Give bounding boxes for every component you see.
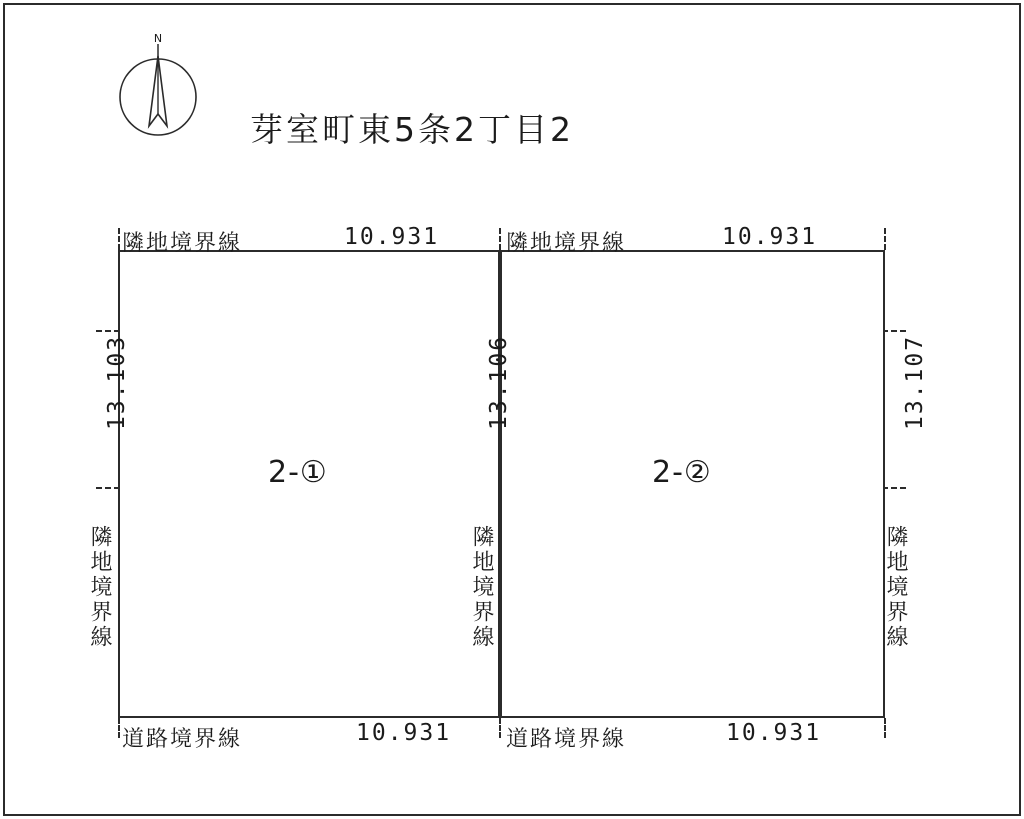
tick-right-upper <box>882 330 906 332</box>
mid-dimension-1: 13.106 <box>486 334 512 430</box>
left-boundary-label-1: 隣地境界線 <box>87 525 112 650</box>
tick-left-lower <box>96 487 120 489</box>
page-title: 芽室町東5条2丁目2 <box>250 110 574 149</box>
mid-boundary-label: 隣地境界線 <box>469 525 494 650</box>
top-boundary-label-1: 隣地境界線 <box>122 231 243 256</box>
tick-bottom-mid <box>499 718 501 738</box>
tick-left-upper <box>96 330 120 332</box>
bottom-boundary-label-2: 道路境界線 <box>506 727 627 752</box>
plot-label-2: 2-② <box>652 455 712 490</box>
tick-right-lower <box>882 487 906 489</box>
tick-bottom-right <box>884 718 886 738</box>
tick-top-mid <box>499 228 501 250</box>
left-dimension-1: 13.103 <box>104 334 130 430</box>
top-boundary-label-2: 隣地境界線 <box>506 231 627 256</box>
shared-boundary-line <box>499 250 501 718</box>
svg-text:N: N <box>153 32 163 45</box>
top-dimension-2: 10.931 <box>722 224 818 250</box>
right-dimension-2: 13.107 <box>902 334 928 430</box>
tick-top-left <box>118 228 120 250</box>
tick-bottom-left <box>118 718 120 738</box>
tick-top-right <box>884 228 886 250</box>
top-dimension-1: 10.931 <box>344 224 440 250</box>
bottom-dimension-1: 10.931 <box>356 720 452 746</box>
compass-north-icon <box>115 30 201 140</box>
right-boundary-label-2: 隣地境界線 <box>883 525 908 650</box>
plot-label-1: 2-① <box>268 455 328 490</box>
bottom-dimension-2: 10.931 <box>726 720 822 746</box>
bottom-boundary-label-1: 道路境界線 <box>122 727 243 752</box>
